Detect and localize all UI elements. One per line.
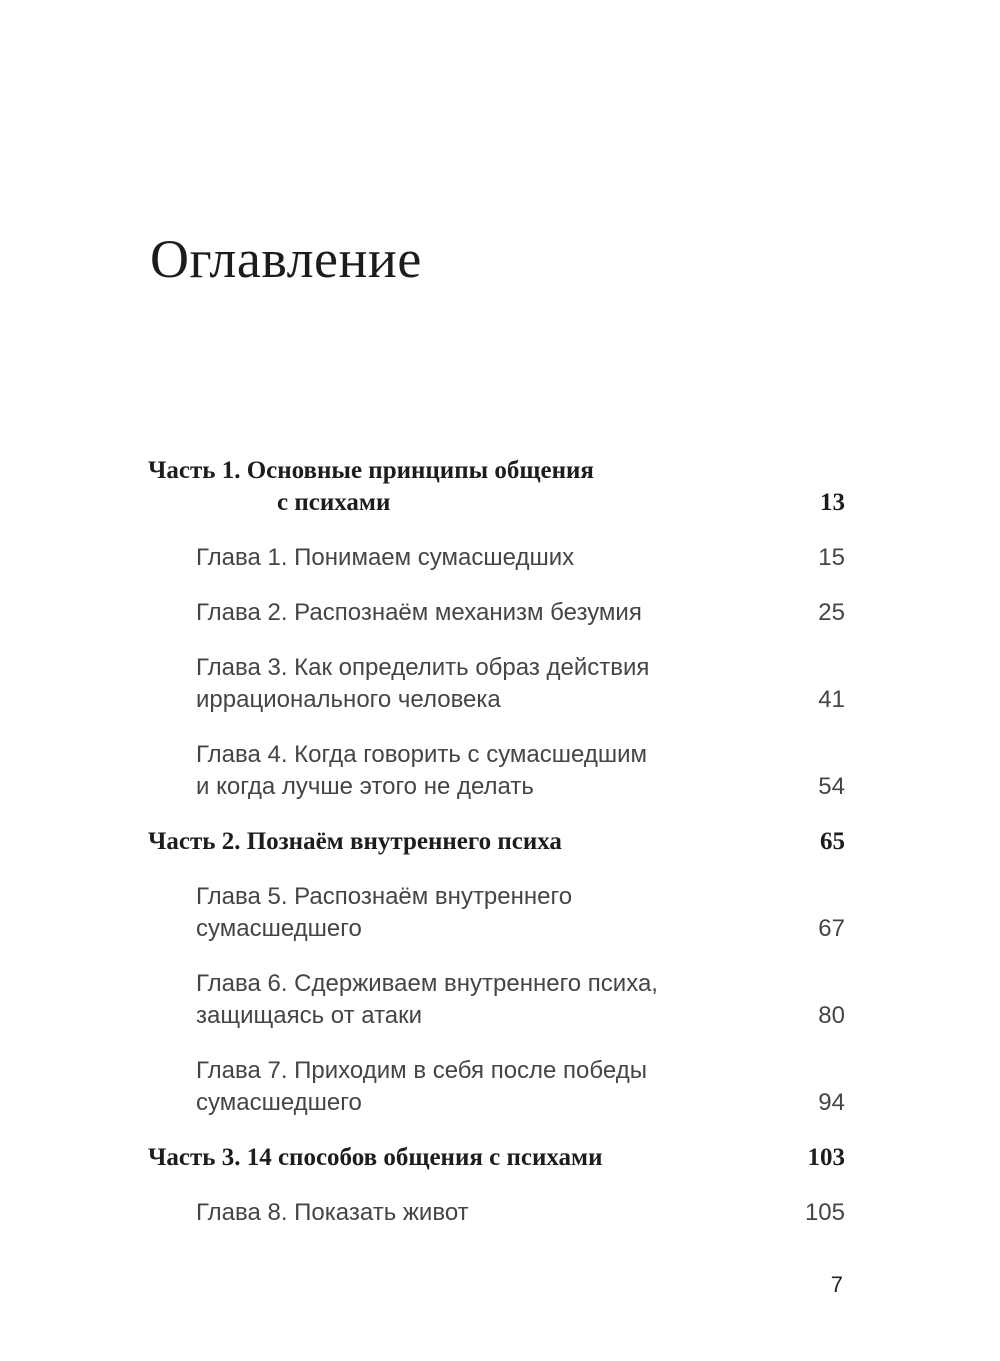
toc-entry-page-number: 54 <box>818 773 845 800</box>
toc-entry-line: Глава 6. Сдерживаем внутреннего психа, <box>196 970 658 997</box>
toc-entry-line: Глава 3. Как определить образ действия <box>196 654 650 681</box>
toc-entry-title <box>148 881 798 945</box>
toc-entry-part-5 <box>148 826 845 858</box>
toc-entry-line: и когда лучше этого не делать <box>196 773 534 800</box>
page-title: Оглавление <box>150 229 422 289</box>
toc-entry-page-number: 94 <box>818 1089 845 1116</box>
toc-entry-title <box>148 739 798 803</box>
table-of-contents <box>148 455 845 1252</box>
toc-entry-title <box>148 542 798 574</box>
toc-entry-page-number: 65 <box>820 828 845 855</box>
toc-entry-line: Часть 1. Основные принципы общения <box>148 457 594 484</box>
folio-page-number: 7 <box>830 1272 843 1297</box>
toc-entry-line: защищаясь от атаки <box>196 1002 423 1029</box>
toc-entry-chapter-7 <box>148 968 845 1032</box>
toc-entry-line: Глава 4. Когда говорить с сумасшедшим <box>196 741 648 768</box>
toc-entry-page-number: 105 <box>804 1199 845 1226</box>
toc-entry-line: Глава 1. Понимаем сумасшедших <box>196 544 575 571</box>
toc-entry-line: иррационального человека <box>196 686 501 713</box>
toc-entry-title <box>148 1055 798 1119</box>
toc-entry-title <box>148 1197 785 1229</box>
toc-entry-chapter-3 <box>148 652 845 716</box>
toc-entry-page-number: 80 <box>818 1002 845 1029</box>
toc-entry-title <box>148 826 800 858</box>
toc-entry-chapter-4 <box>148 739 845 803</box>
toc-entry-line: с психами <box>277 489 391 516</box>
toc-entry-title <box>148 652 798 716</box>
toc-entry-title <box>148 597 798 629</box>
toc-entry-chapter-6 <box>148 881 845 945</box>
toc-entry-line: Глава 8. Показать живот <box>196 1199 469 1226</box>
toc-entry-part-9 <box>148 1142 845 1174</box>
toc-entry-page-number: 13 <box>820 489 845 516</box>
toc-entry-chapter-8 <box>148 1055 845 1119</box>
toc-entry-line: сумасшедшего <box>196 1089 362 1116</box>
toc-entry-page-number: 41 <box>818 686 845 713</box>
toc-entry-page-number: 103 <box>807 1144 845 1171</box>
toc-entry-chapter-2 <box>148 597 845 629</box>
toc-entry-page-number: 25 <box>818 599 845 626</box>
toc-entry-page-number: 15 <box>818 544 845 571</box>
toc-entry-title <box>148 455 800 519</box>
toc-entry-chapter-1 <box>148 542 845 574</box>
toc-entry-line: Глава 2. Распознаём механизм безумия <box>196 599 642 626</box>
toc-entry-page-number: 67 <box>818 915 845 942</box>
toc-entry-title <box>148 968 798 1032</box>
toc-entry-line: Глава 7. Приходим в себя после победы <box>196 1057 647 1084</box>
toc-entry-chapter-10 <box>148 1197 845 1229</box>
toc-entry-title <box>148 1142 788 1174</box>
toc-entry-line: сумасшедшего <box>196 915 362 942</box>
toc-entry-line: Часть 3. 14 способов общения с психами <box>148 1144 603 1171</box>
toc-entry-line: Часть 2. Познаём внутреннего психа <box>148 828 562 855</box>
toc-entry-part-0 <box>148 455 845 519</box>
toc-entry-line: Глава 5. Распознаём внутреннего <box>196 883 573 910</box>
